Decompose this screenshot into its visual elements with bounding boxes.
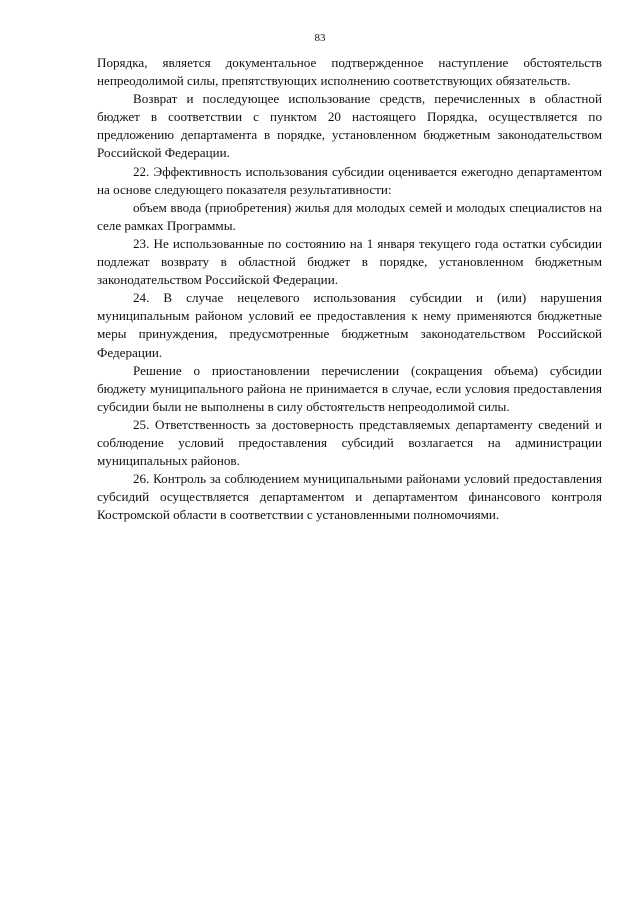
document-body [97,54,602,524]
paragraph-26-control: 26. Контроль за соблюдением муниципальными районами условий предоставления субсидий осуществляется департаментом и департаментом финансового контроля Костромской области в соответствии с установленными полномочиями. [97,471,602,523]
paragraph-indicator: объем ввода (приобретения) жилья для молодых семей и молодых специалистов на селе рамках Программы. [97,199,602,233]
paragraph-23-unused-balances: 23. Не использованные по состоянию на 1 января текущего года остатки субсидии подлежат возврату в областной бюджет в порядке, установленном бюджетным законодательством Российской Федерации. [97,235,602,288]
paragraph-suspension-decision: Решение о приостановлении перечислении (сокращения объема) субсидии бюджету муниципального района не принимается в случае, если условия предоставления субсидии были не выполнены в силу обстоятельств непреодолимой силы. [97,362,602,414]
paragraph-25-responsibility: 25. Ответственность за достоверность представляемых департаменту сведений и соблюдение условий предоставления субсидий возлагается на администрации муниципальных районов. [97,416,602,469]
paragraph-24-misuse: 24. В случае нецелевого использования субсидии и (или) нарушения муниципальным районом условий ее предоставления к нему применяются бюджетные меры принуждения, предусмотренные бюджетным законодательством Российской Федерации. [97,290,602,360]
paragraph-force-majeure-continuation: Порядка, является документальное подтвержденное наступление обстоятельств непреодолимой силы, препятствующих исполнению соответствующих обязательств. [97,55,602,89]
paragraph-funds-return: Возврат и последующее использование средств, перечисленных в областной бюджет в соответствии с пунктом 20 настоящего Порядка, осуществляется по предложению департамента в порядке, установленном бюджетным законодательством Российской Федерации. [97,91,602,161]
paragraph-22-efficiency: 22. Эффективность использования субсидии оценивается ежегодно департаментом на основе следующего показателя результативности: [97,163,602,197]
page-number: 83 [314,32,326,44]
